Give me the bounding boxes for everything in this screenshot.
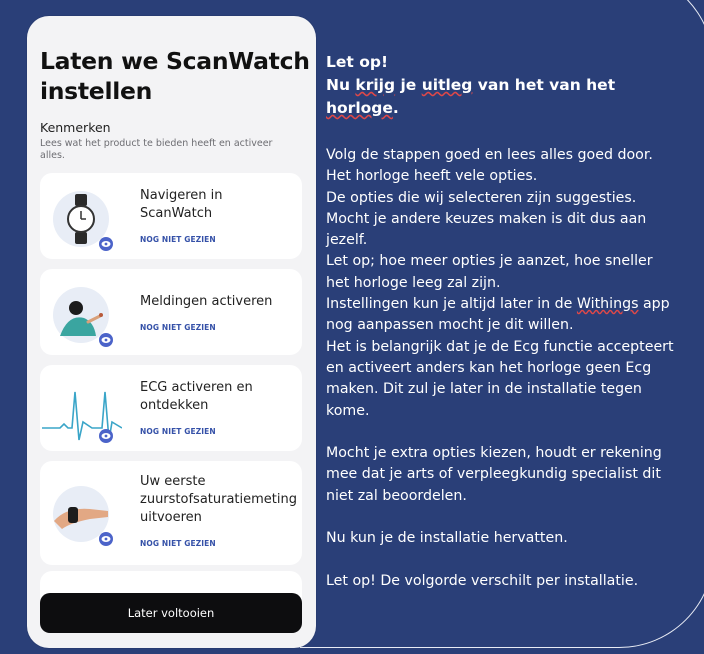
- instruction-line: De opties die wij selecteren zijn suggesties.: [326, 189, 637, 206]
- feature-card-ecg[interactable]: [40, 365, 302, 451]
- resume-line: Nu kun je de installatie hervatten.: [326, 530, 568, 547]
- instructions-body: [326, 145, 698, 592]
- section-subtitle: Lees wat het product te bieden heeft en activeer alles.: [40, 138, 273, 161]
- instruction-line: kome.: [326, 402, 370, 419]
- phone-screenshot: [27, 16, 316, 648]
- card-label: Navigeren in ScanWatch: [140, 188, 223, 221]
- instruction-line: Mocht je andere keuzes maken is dit dus aan: [326, 210, 647, 227]
- card-label: ECG activeren en ontdekken: [140, 380, 253, 413]
- card-status: NOG NIET GEZIEN: [140, 323, 216, 332]
- instruction-line: Het is belangrijk dat je de Ecg functie accepteert: [326, 338, 674, 355]
- card-status: NOG NIET GEZIEN: [140, 235, 216, 244]
- section-title: Kenmerken: [40, 120, 111, 135]
- eye-icon: [99, 429, 113, 443]
- card-status: NOG NIET GEZIEN: [140, 427, 216, 436]
- card-status: NOG NIET GEZIEN: [140, 539, 216, 548]
- instruction-line: en activeert anders kan het horloge geen Ecg: [326, 359, 652, 376]
- feature-card-navigate[interactable]: [40, 173, 302, 259]
- instruction-line: Let op; hoe meer opties je aanzet, hoe sneller: [326, 253, 653, 270]
- ecg-wave-icon: [42, 380, 122, 442]
- instruction-line: het horloge leeg zal zijn.: [326, 274, 501, 291]
- instruction-line-withings: Instellingen kun je altijd later in de Withings app: [326, 296, 670, 313]
- eye-icon: [99, 333, 113, 347]
- instruction-line: niet zal beoordelen.: [326, 487, 467, 504]
- feature-card-notifications[interactable]: [40, 269, 302, 355]
- feature-card-oximetry[interactable]: [40, 461, 302, 565]
- instruction-line: Het horloge heeft vele opties.: [326, 168, 538, 185]
- heading-line2: Nu krijg je uitleg van het van het: [326, 76, 616, 94]
- instruction-line: maken. Dit zul je later in de installatie tegen: [326, 381, 642, 398]
- eye-icon: [99, 532, 113, 546]
- card-label: Meldingen activeren: [140, 294, 273, 309]
- heading-line3: horloge.: [326, 99, 399, 117]
- eye-icon: [99, 237, 113, 251]
- instruction-line: jezelf.: [326, 232, 368, 249]
- finish-later-button[interactable]: Later voltooien: [40, 593, 302, 633]
- instruction-line: Mocht je extra opties kiezen, houdt er rekening: [326, 445, 662, 462]
- heading-let-op: Let op!: [326, 53, 389, 71]
- instruction-line: nog aanpassen mocht je dit willen.: [326, 317, 574, 334]
- oximetry-illustration-icon: [50, 483, 112, 545]
- watch-icon: [50, 188, 112, 250]
- order-note: Let op! De volgorde verschilt per installatie.: [326, 572, 639, 589]
- page-title: Laten we ScanWatch instellen: [40, 47, 310, 105]
- notification-illustration-icon: [50, 284, 112, 346]
- instruction-line: Volg de stappen goed en lees alles goed door.: [326, 147, 653, 163]
- card-label: Uw eerste zuurstofsaturatiemeting uitvoeren: [140, 474, 298, 525]
- instruction-line: mee dat je arts of verpleegkundig specialist dit: [326, 466, 661, 483]
